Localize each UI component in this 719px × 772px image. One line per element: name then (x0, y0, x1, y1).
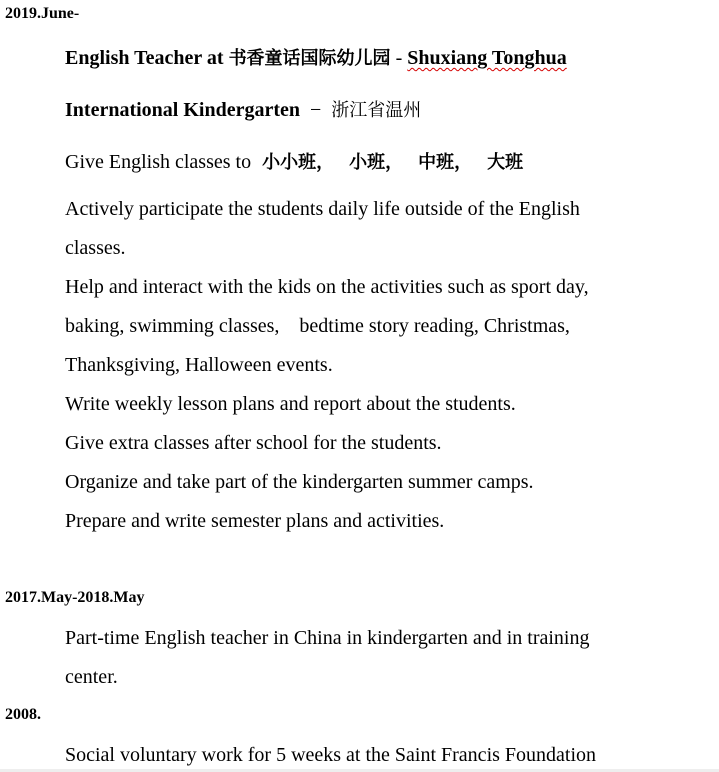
job-title-line-2 (65, 98, 421, 123)
duty-line: Write weekly lesson plans and report about the students. (65, 393, 516, 415)
class-level: 大班 (487, 152, 524, 173)
school-name-chinese: 书香童话国际幼儿园 (228, 48, 391, 69)
duty-line: Prepare and write semester plans and activities. (65, 510, 445, 532)
job-title-line-1 (65, 46, 567, 71)
entry-line: Part-time English teacher in China in kindergarten and in training (65, 627, 590, 649)
entry-date: 2008. (5, 706, 41, 723)
title-separator: - (390, 47, 408, 69)
class-level: 小班， (349, 152, 404, 173)
duty-line: Actively participate the students daily life outside of the English (65, 198, 580, 220)
duty-line: Organize and take part of the kindergarten summer camps. (65, 471, 534, 493)
duty-line: Help and interact with the kids on the activities such as sport day, (65, 276, 589, 298)
school-name-english-cont: International Kindergarten (65, 99, 300, 121)
entry-date: 2019.June- (5, 5, 80, 22)
class-level: 小小班， (262, 152, 335, 173)
duty-line: Thanksgiving, Halloween events. (65, 354, 333, 376)
entry-line: Social voluntary work for 5 weeks at the Saint Francis Foundation (65, 744, 597, 766)
duty-line: classes. (65, 237, 126, 259)
class-level: 中班， (418, 152, 473, 173)
job-title-lead: English Teacher at (65, 47, 224, 69)
classes-lead: Give English classes to (65, 151, 252, 173)
entry-line: center. (65, 666, 118, 688)
location-separator: − (300, 99, 332, 121)
entry-date: 2017.May-2018.May (5, 589, 145, 606)
location-chinese: 浙江省温州 (331, 100, 422, 121)
school-name-english: Shuxiang Tonghua (407, 47, 567, 69)
classes-line (65, 150, 523, 175)
duty-line: baking, swimming classes, bedtime story reading, Christmas, (65, 315, 570, 337)
duty-line: Give extra classes after school for the students. (65, 432, 442, 454)
